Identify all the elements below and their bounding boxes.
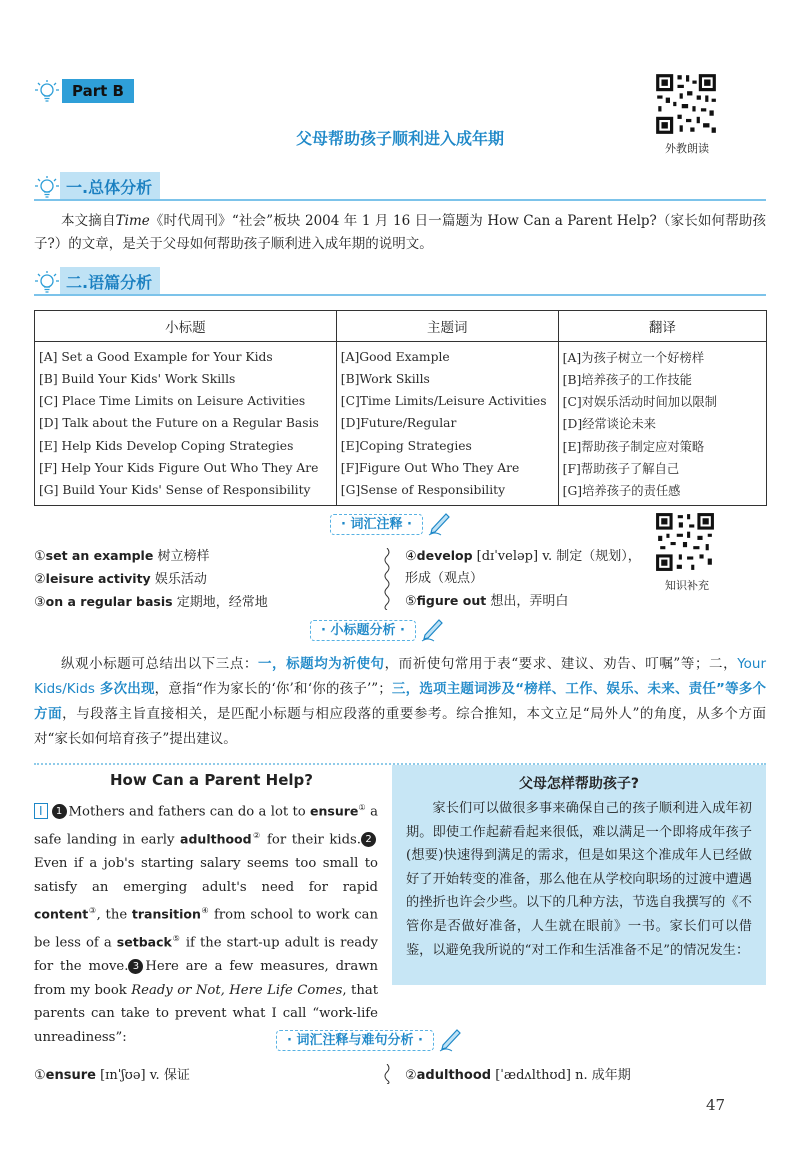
section-divider	[34, 199, 766, 201]
table-cell: [G]培养孩子的责任感	[558, 479, 766, 505]
pen-icon	[438, 1027, 464, 1053]
translation-box	[392, 765, 766, 985]
table-cell: [A]Good Example	[336, 342, 558, 368]
part-b-label: Part B	[62, 79, 134, 103]
qr-code-icon	[654, 511, 716, 573]
qr-caption: 外教朗读	[665, 142, 709, 155]
section-title: 一.总体分析	[60, 172, 160, 201]
translation-text: 家长们可以做很多事来确保自己的孩子顺利进入成年初期。即使工作起薪看起来很低，难以满足一个即将成年孩子(想要)快速得到满足的需求，但是如果这个准成年人已经做好了开始转变的准备，那么他在从学校向职场的过渡中遭遇的挫折也许会少些。以下的几种方法，节选自我撰写的《不管你是否做好准备，人生就在眼前》一书。家长们可以借鉴，以避免我所说的“对工作和生活准备不足”的情况发生：	[406, 801, 752, 958]
section-divider	[34, 294, 766, 296]
section-heading-discourse	[34, 267, 160, 295]
qr-caption: 知识补充	[665, 579, 709, 592]
table-header: 翻译	[558, 311, 766, 342]
table-cell: [C]Time Limits/Leisure Activities	[336, 390, 558, 412]
pen-icon	[420, 617, 446, 643]
wavy-divider	[382, 1064, 392, 1084]
table-cell: [F]Figure Out Who They Are	[336, 457, 558, 479]
subtitle-table	[34, 310, 767, 506]
qr-code-icon	[654, 72, 718, 136]
table-cell: [B]Work Skills	[336, 368, 558, 390]
table-cell: [E] Help Kids Develop Coping Strategies	[35, 435, 337, 457]
vocab-item-continued: 形成（观点）	[405, 571, 484, 586]
table-cell: [B]培养孩子的工作技能	[558, 368, 766, 390]
table-cell: [C]对娱乐活动时间加以限制	[558, 390, 766, 412]
table-cell: [C] Place Time Limits on Leisure Activities	[35, 390, 337, 412]
qr-code-knowledge[interactable]	[654, 511, 720, 593]
lightbulb-icon	[34, 269, 60, 295]
table-row	[35, 390, 767, 412]
section-title: 二.语篇分析	[60, 267, 160, 296]
table-cell: [G] Build Your Kids' Sense of Responsibility	[35, 479, 337, 505]
table-row	[35, 457, 767, 479]
vocab-list-left	[34, 545, 354, 614]
vocab-item: ③on a regular basis 定期地，经常地	[34, 594, 268, 610]
article-title: How Can a Parent Help?	[110, 771, 313, 789]
page-number: 47	[706, 1096, 726, 1114]
table-cell: [E]Coping Strategies	[336, 435, 558, 457]
wavy-divider	[382, 548, 392, 610]
table-cell: [E]帮助孩子制定应对策略	[558, 435, 766, 457]
table-cell: [D] Talk about the Future on a Regular Basis	[35, 412, 337, 434]
table-header: 小标题	[35, 311, 337, 342]
vocab-item: ②adulthood [ˈædʌlthʊd] n. 成年期	[405, 1068, 631, 1083]
table-header-row	[35, 311, 767, 342]
vocab-label: · 词汇注释 ·	[330, 511, 453, 539]
vocab-item: ⑤figure out 想出，弄明白	[405, 593, 569, 609]
table-cell: [F]帮助孩子了解自己	[558, 457, 766, 479]
pen-icon	[427, 511, 453, 537]
lightbulb-icon	[34, 174, 60, 200]
subtitle-analysis-paragraph: 纵观小标题可总结出以下三点：一，标题均为祈使句，而祈使句常用于表“要求、建议、劝告、叮嘱”等；二，Your Kids/Kids 多次出现，意指“作为家长的‘你’和‘你的孩子’”；三，选项主题词涉及“榜样、工作、娱乐、未来、责任”等多个方面，与段落主旨直接相关，是匹配小标题与相应段落的重要参考。综合推知，本文立足“局外人”的角度，从多个方面对“家长如何培育孩子”提出建议。	[34, 656, 767, 747]
vocab-item: ①set an example 树立榜样	[34, 548, 210, 564]
lightbulb-icon	[34, 78, 60, 104]
table-row	[35, 368, 767, 390]
translation-title: 父母怎样帮助孩子?	[518, 776, 640, 792]
article-paragraph: I 1 Mothers and fathers can do a lot to ensure① a safe landing in early adulthood② for their kids. 2Even if a job's starting salary seems too small to satisfy an emerging adult's need for rapid content③, the transition④ from school to work can be less of a setback⑤ if the start-up adult is ready for the move. 3 Here are a few measures, drawn from my book Ready or Not, Here Life Comes, that parents can take to prevent what I call “work-life unreadiness”:	[34, 803, 379, 1045]
overview-paragraph: 本文摘自Time《时代周刊》“社会”板块 2004 年 1 月 16 日一篇题为 How Can a Parent Help?（家长如何帮助孩子?）的文章，是关于父母如何帮助孩子顺利进入成年期的说明文。	[34, 213, 766, 252]
qr-code-top[interactable]	[654, 72, 720, 156]
table-cell: [B] Build Your Kids' Work Skills	[35, 368, 337, 390]
page-title: 父母帮助孩子顺利进入成年期	[295, 129, 504, 148]
table-cell: [F] Help Your Kids Figure Out Who They Are	[35, 457, 337, 479]
vocab-item: ①ensure [ɪnˈʃʊə] v. 保证	[34, 1068, 190, 1083]
table-row	[35, 342, 767, 368]
table-row	[35, 412, 767, 434]
vocab-item: ④develop [dɪˈveləp] v. 制定（规划），	[405, 548, 641, 564]
table-cell: [G]Sense of Responsibility	[336, 479, 558, 505]
table-cell: [A] Set a Good Example for Your Kids	[35, 342, 337, 368]
subtitle-analysis-label: · 小标题分析 ·	[310, 617, 446, 645]
vocab-difficult-label: · 词汇注释与难句分析 ·	[276, 1027, 464, 1055]
table-cell: [A]为孩子树立一个好榜样	[558, 342, 766, 368]
vocab-list-right	[405, 545, 650, 613]
table-row	[35, 479, 767, 505]
table-row	[35, 435, 767, 457]
table-cell: [D]Future/Regular	[336, 412, 558, 434]
vocab-item: ②leisure activity 娱乐活动	[34, 571, 207, 587]
section-heading-overview	[34, 172, 160, 200]
table-cell: [D]经常谈论未来	[558, 412, 766, 434]
part-label-badge	[34, 78, 134, 104]
table-header: 主题词	[336, 311, 558, 342]
